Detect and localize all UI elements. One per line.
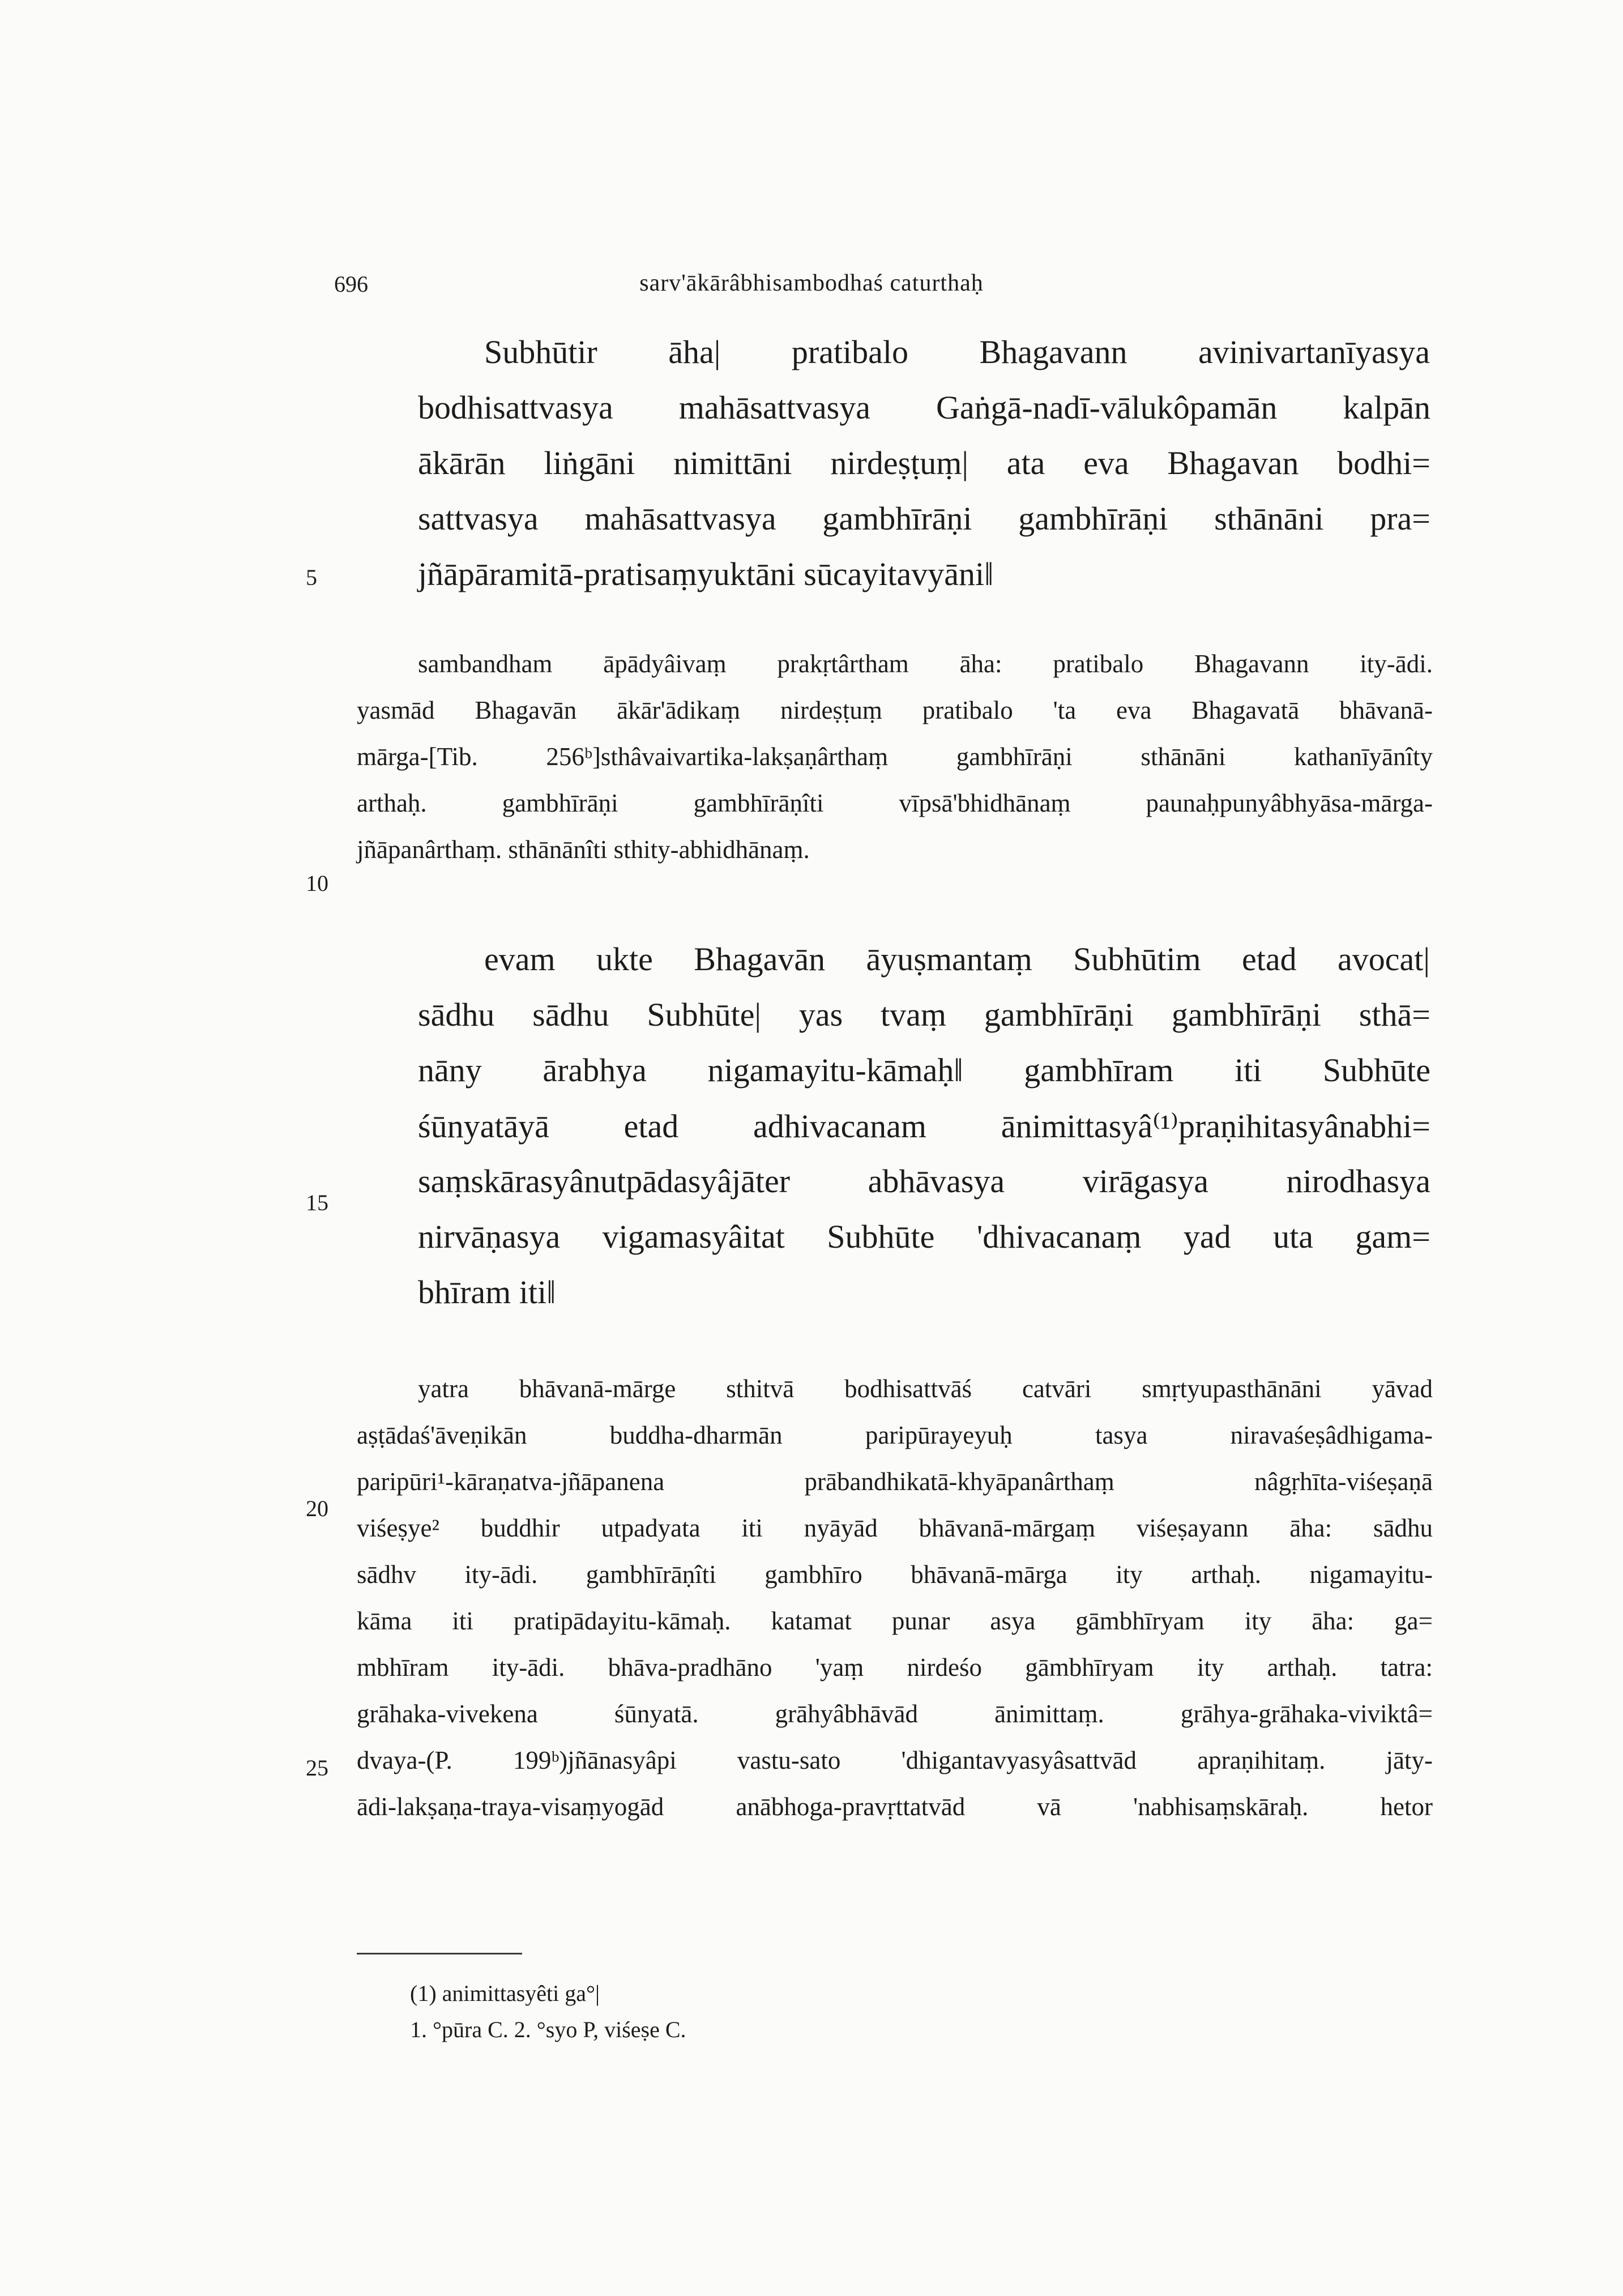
commentary-line: aṣṭādaś'āveṇikān buddha-dharmān paripūrayeyuḥ tasya niravaśeṣâdhigama- (357, 1421, 1433, 1449)
commentary-line: jñāpanârthaṃ. sthānānîti sthity-abhidhānaṃ. (357, 835, 810, 864)
line-number: 25 (306, 1755, 328, 1781)
root-text-line: bhīram iti‖ (418, 1274, 556, 1311)
commentary-line: dvaya-(P. 199ᵇ)jñānasyâpi vastu-sato 'dhigantavyasyâsattvād apraṇihitaṃ. jāty- (357, 1746, 1433, 1774)
page-number: 696 (334, 271, 368, 297)
root-text-line: nāny ārabhya nigamayitu-kāmaḥ‖ gambhīram iti Subhūte (418, 1052, 1430, 1089)
commentary-line: yasmād Bhagavān ākār'ādikaṃ nirdeṣṭuṃ pratibalo 'ta eva Bhagavatā bhāvanā- (357, 696, 1433, 724)
root-text-line: ākārān liṅgāni nimittāni nirdeṣṭuṃ| ata eva Bhagavan bodhi= (418, 445, 1430, 481)
running-title: sarv'ākārâbhisambodhaś caturthaḥ (639, 270, 984, 296)
root-text-line: sādhu sādhu Subhūte| yas tvaṃ gambhīrāṇi gambhīrāṇi sthā= (418, 996, 1430, 1033)
line-number: 10 (306, 870, 328, 896)
root-text-line: jñāpāramitā-pratisaṃyuktāni sūcayitavyāni‖ (418, 556, 994, 592)
commentary-line: mbhīram ity-ādi. bhāva-pradhāno 'yaṃ nirdeśo gāmbhīryam ity arthaḥ. tatra: (357, 1653, 1433, 1682)
commentary-line: arthaḥ. gambhīrāṇi gambhīrāṇîti vīpsā'bhidhānaṃ paunaḥpunyâbhyāsa-mārga- (357, 789, 1433, 817)
footnote-rule (357, 1953, 522, 1954)
root-text-line: bodhisattvasya mahāsattvasya Gaṅgā-nadī-vālukôpamān kalpān (418, 389, 1430, 426)
root-text-line: Subhūtir āha| pratibalo Bhagavann avinivartanīyasya (484, 334, 1430, 370)
commentary-line: sādhv ity-ādi. gambhīrāṇîti gambhīro bhāvanā-mārga ity arthaḥ. nigamayitu- (357, 1560, 1433, 1589)
commentary-line: mārga-[Tib. 256ᵇ]sthâvaivartika-lakṣaṇârthaṃ gambhīrāṇi sthānāni kathanīyānîty (357, 742, 1433, 771)
line-number: 5 (306, 565, 317, 590)
root-text-line: sattvasya mahāsattvasya gambhīrāṇi gambhīrāṇi sthānāni pra= (418, 500, 1430, 537)
line-number: 20 (306, 1496, 328, 1521)
commentary-line: grāhaka-vivekena śūnyatā. grāhyâbhāvād ānimittaṃ. grāhya-grāhaka-viviktâ= (357, 1700, 1433, 1728)
commentary-line: ādi-lakṣaṇa-traya-visaṃyogād anābhoga-pravṛttatvād vā 'nabhisaṃskāraḥ. hetor (357, 1793, 1433, 1821)
commentary-line: kāma iti pratipādayitu-kāmaḥ. katamat punar asya gāmbhīryam ity āha: ga= (357, 1607, 1433, 1635)
commentary-line: paripūri¹-kāraṇatva-jñāpanena prābandhikatā-khyāpanârthaṃ nâgṛhīta-viśeṣaṇā (357, 1467, 1433, 1496)
commentary-line: viśeṣye² buddhir utpadyata iti nyāyād bhāvanā-mārgaṃ viśeṣayann āha: sādhu (357, 1514, 1433, 1542)
commentary-line: yatra bhāvanā-mārge sthitvā bodhisattvāś catvāri smṛtyupasthānāni yāvad (418, 1375, 1433, 1403)
root-text-line: śūnyatāyā etad adhivacanam ānimittasyâ⁽¹⁾praṇihitasyânabhi= (418, 1108, 1430, 1145)
footnote: 1. °pūra C. 2. °syo P, viśeṣe C. (410, 2017, 686, 2042)
commentary-line: sambandham āpādyâivaṃ prakṛtârtham āha: pratibalo Bhagavann ity-ādi. (418, 650, 1433, 678)
root-text-line: nirvāṇasya vigamasyâitat Subhūte 'dhivacanaṃ yad uta gam= (418, 1218, 1430, 1255)
root-text-line: evam ukte Bhagavān āyuṣmantaṃ Subhūtim etad avocat| (484, 941, 1430, 978)
footnote: (1) animittasyêti ga°| (410, 1981, 600, 2006)
root-text-line: saṃskārasyânutpādasyâjāter abhāvasya virāgasya nirodhasya (418, 1163, 1430, 1200)
line-number: 15 (306, 1190, 328, 1215)
